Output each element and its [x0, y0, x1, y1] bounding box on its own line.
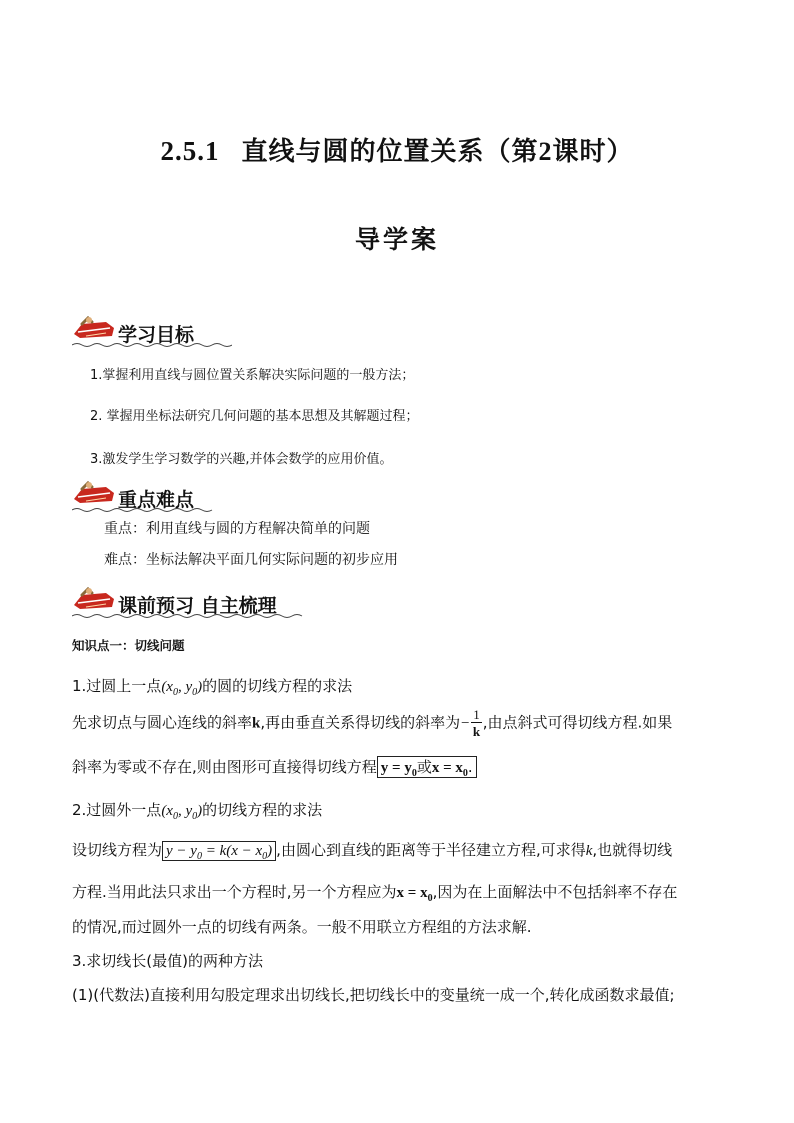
paragraph-2-text-a: 斜率为零或不存在,则由图形可直接得切线方程	[72, 758, 377, 776]
paragraph-3	[72, 839, 672, 862]
section-underline-icon	[72, 507, 217, 513]
item-2-text-b: 的切线方程的求法	[202, 801, 323, 819]
item-3-method-1: (1)(代数法)直接利用勾股定理求出切线长,把切线长中的变量统一成一个,转化成函数求最值;	[72, 986, 675, 1004]
or-word: 或	[416, 758, 432, 776]
item-1-heading	[72, 675, 352, 698]
section-underline-icon	[72, 342, 232, 348]
paragraph-4-text-b: ,因为在上面解法中不包括斜率不存在	[432, 883, 678, 901]
paragraph-4	[72, 881, 677, 904]
focus-key-point: 重点：利用直线与圆的方程解决简单的问题	[104, 521, 370, 537]
equation-x-x0-inline: $x = x_0$	[396, 885, 433, 904]
item-1-text-a: 1.过圆上一点	[72, 677, 162, 695]
title-number: 2.5.1	[160, 136, 220, 166]
pencil-badge-icon	[72, 587, 116, 613]
item-2-heading	[72, 799, 322, 822]
item-2-text-a: 2.过圆外一点	[72, 801, 162, 819]
goal-item-3: 3.激发学生学习数学的兴趣,并体会数学的应用价值。	[90, 452, 393, 467]
page-title	[0, 131, 794, 168]
item-1-point: ($x_0$, $y_0$)	[161, 679, 203, 698]
negative-reciprocal-fraction	[471, 708, 482, 738]
paragraph-1-text-c: ,由点斜式可得切线方程.如果	[482, 713, 673, 732]
knowledge-point-title: 知识点一：切线问题	[72, 638, 185, 653]
title-text-b: 课时）	[552, 137, 634, 167]
section-goals-title: 学习目标	[118, 324, 195, 346]
boxed-point-slope-equation: $y - y_0 = k(x - x_0)$	[162, 841, 276, 861]
focus-difficult-point: 难点：坐标法解决平面几何实际问题的初步应用	[104, 552, 398, 568]
paragraph-2	[72, 756, 477, 779]
page-subtitle: 导学案	[354, 225, 439, 254]
item-3-heading: 3.求切线长(最值)的两种方法	[72, 952, 264, 970]
paragraph-1: 先求切点与圆心连线的斜率k,再由垂直关系得切线的斜率为− $\frac{1}{k}$ ,由点斜式可得切线方程.如果	[72, 707, 673, 739]
goal-item-1: 1.掌握利用直线与圆位置关系解决实际问题的一般方法；	[90, 368, 415, 383]
equation-x-x0: $x = x_0$	[431, 760, 468, 779]
item-1-text-b: 的圆的切线方程的求法	[202, 677, 353, 695]
title-text-a: 直线与圆的位置关系（第	[241, 137, 539, 167]
slope-k: k	[252, 715, 261, 732]
paragraph-3-text-c: ,也就得切线	[592, 841, 673, 859]
fraction-numerator: 1	[473, 707, 480, 722]
fraction-denominator: k	[472, 724, 481, 739]
boxed-tangent-equations: $y = y_0$或$x = x_0$.	[377, 756, 477, 778]
paragraph-3-text-b: ,由圆心到直线的距离等于半径建立方程,可求得	[276, 841, 586, 859]
section-underline-icon	[72, 613, 307, 619]
paragraph-4-text-a: 方程.当用此法只求出一个方程时,另一个方程应为	[72, 883, 397, 901]
equation-y-y0: $y = y_0$	[380, 760, 417, 779]
pencil-badge-icon	[72, 481, 116, 507]
title-lesson-number: 2	[538, 137, 553, 166]
slope-k-italic: k	[585, 843, 593, 859]
item-2-point: ($x_0$, $y_0$)	[161, 803, 203, 822]
paragraph-3-text-a: 设切线方程为	[72, 841, 163, 859]
goal-item-2: 2. 掌握用坐标法研究几何问题的基本思想及其解题过程；	[90, 409, 419, 424]
section-preview-title: 课前预习 自主梳理	[118, 595, 277, 617]
pencil-badge-icon	[72, 316, 116, 342]
section-focus-title: 重点难点	[118, 489, 195, 511]
paragraph-1-text-b: ,再由垂直关系得切线的斜率为	[260, 713, 461, 732]
paragraph-5: 的情况,而过圆外一点的切线有两条。一般不用联立方程组的方法求解.	[72, 918, 532, 936]
paragraph-1-text-a: 先求切点与圆心连线的斜率	[72, 713, 253, 732]
